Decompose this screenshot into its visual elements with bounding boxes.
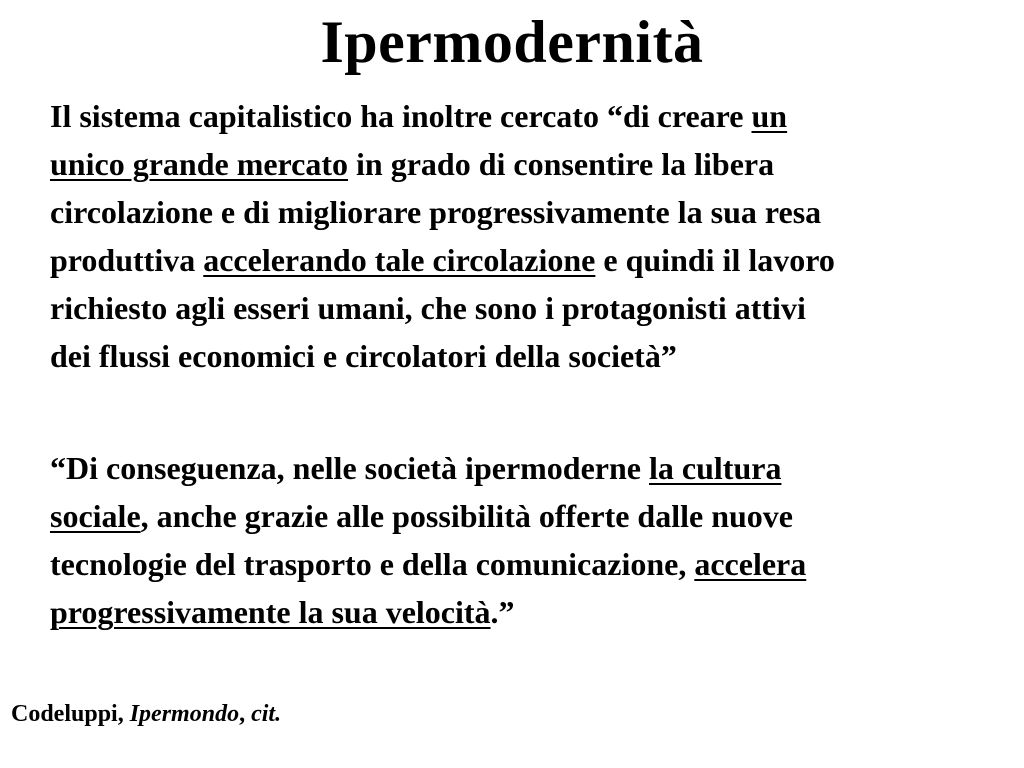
text-run: Il sistema capitalistico ha inoltre cercato “di creare [50,98,752,134]
underlined-text: accelerando tale circolazione [203,242,596,278]
text-line [50,540,1016,588]
underlined-text: sociale [50,498,141,534]
text-line [50,140,1016,188]
citation-separator: , [239,701,252,727]
underlined-text: unico grande mercato [50,146,349,182]
text-line [50,444,1016,492]
text-run: produttiva [50,242,204,278]
citation-work: Ipermondo [129,701,240,727]
underlined-text: un [751,98,788,134]
text-run: dei flussi economici e circolatori della società” [50,338,677,374]
text-line [50,188,1016,236]
text-run: , anche grazie alle possibilità offerte dalle nuove [140,498,793,534]
underlined-text: la cultura [649,450,782,486]
text-line [50,332,1016,380]
text-line [50,284,1016,332]
quote-paragraph-2 [50,444,1016,636]
text-run: .” [490,594,515,630]
text-line [50,92,1016,140]
citation-ref: cit. [251,701,282,727]
text-line [50,236,1016,284]
text-line [50,588,1016,636]
text-run: richiesto agli esseri umani, che sono i protagonisti attivi [50,290,806,326]
text-run: circolazione e di migliorare progressivamente la sua resa [50,194,822,230]
quote-paragraph-1 [50,92,1016,380]
text-run: in grado di consentire la libera [348,146,775,182]
text-run: tecnologie del trasporto e della comunicazione, [50,546,695,582]
underlined-text: progressivamente la sua velocità [50,594,491,630]
citation-author: Codeluppi, [11,701,130,727]
slide-title: Ipermodernità [320,9,704,75]
text-run: “Di conseguenza, nelle società ipermoderne [50,450,649,486]
citation [11,698,281,730]
underlined-text: accelera [694,546,807,582]
text-run: e quindi il lavoro [595,242,835,278]
text-line [50,492,1016,540]
